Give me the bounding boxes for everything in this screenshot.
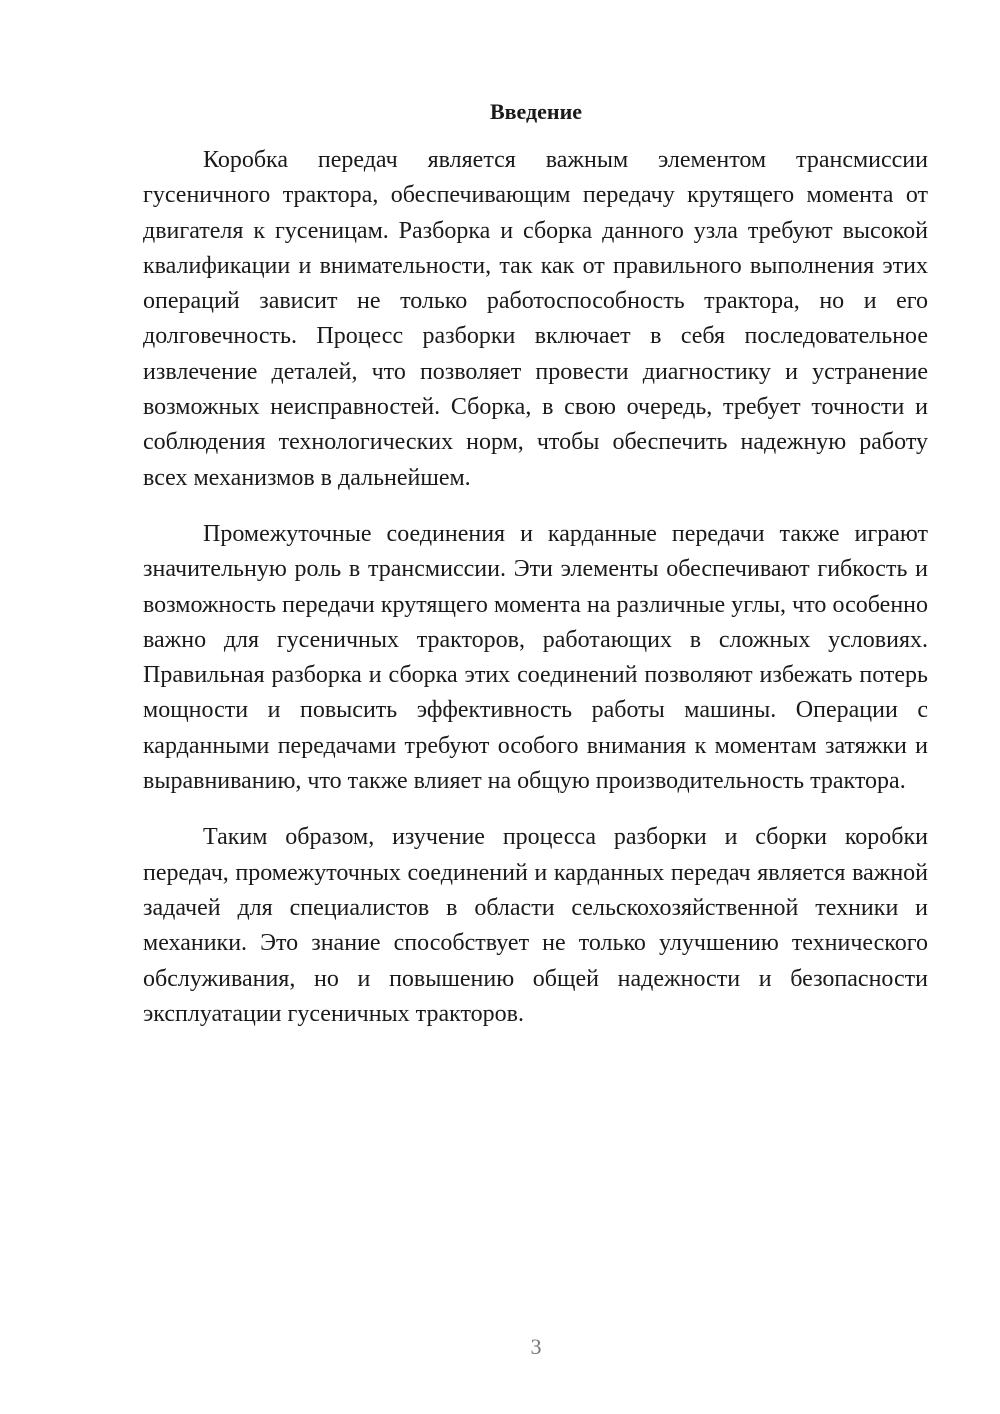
page-number: 3	[530, 1334, 542, 1359]
paragraph-1: Коробка передач является важным элементом трансмиссии гусеничного трактора, обеспечивающим передачу крутящего момента от двигателя к гусеницам. Разборка и сборка данного узла требуют высокой квалификации и внимательности, так как от правильного выполнения этих операций зависит не только работоспособность трактора, но и его долговечность. Процесс разборки включает в себя последовательное извлечение деталей, что позволяет провести диагностику и устранение возможных неисправностей. Сборка, в свою очередь, требует точности и соблюдения технологических норм, чтобы обеспечить надежную работу всех механизмов в дальнейшем.	[143, 147, 928, 491]
paragraph-2: Промежуточные соединения и карданные передачи также играют значительную роль в трансмиссии. Эти элементы обеспечивают гибкость и возможность передачи крутящего момента на различные углы, что особенно важно для гусеничных тракторов, работающих в сложных условиях. Правильная разборка и сборка этих соединений позволяют избежать потерь мощности и повысить эффективность работы машины. Операции с карданными передачами требуют особого внимания к моментам затяжки и выравниванию, что также влияет на общую производительность трактора.	[143, 520, 928, 795]
body-text	[143, 143, 928, 1032]
section-title: Введение	[489, 99, 583, 124]
paragraph-3: Таким образом, изучение процесса разборки и сборки коробки передач, промежуточных соединений и карданных передач является важной задачей для специалистов в области сельскохозяйственной техники и механики. Это знание способствует не только улучшению технического обслуживания, но и повышению общей надежности и безопасности эксплуатации гусеничных тракторов.	[143, 824, 928, 1027]
